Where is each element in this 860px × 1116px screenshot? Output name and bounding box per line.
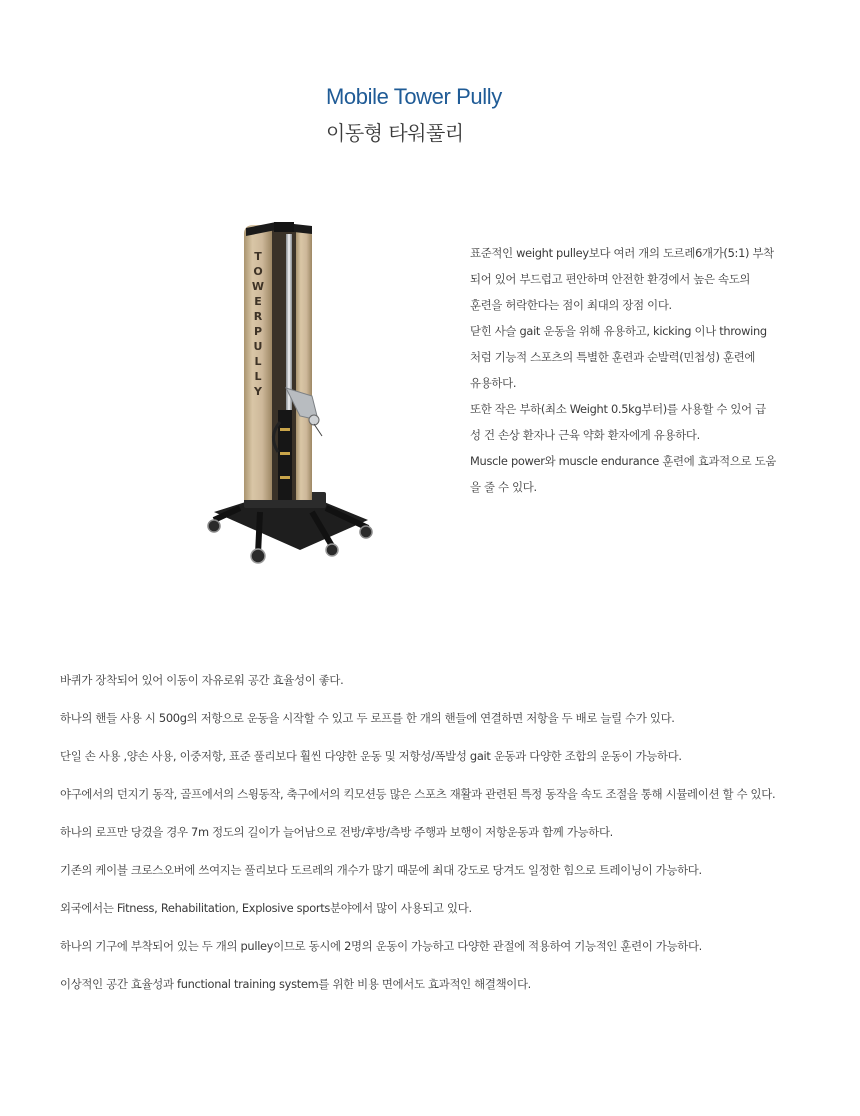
intro-line: 성 건 손상 환자나 근육 약화 환자에게 유용하다. (470, 428, 700, 442)
feature-item: 하나의 기구에 부착되어 있는 두 개의 pulley이므로 동시에 2명의 운동이 가능하고 다양한 관절에 적용하여 기능적인 훈련이 가능하다. (60, 939, 703, 953)
svg-text:R: R (253, 310, 263, 323)
feature-item: 이상적인 공간 효율성과 functional training system를 위한 비용 면에서도 효과적인 해결책이다. (60, 977, 532, 991)
feature-item: 외국에서는 Fitness, Rehabilitation, Explosive sports분야에서 많이 사용되고 있다. (60, 901, 472, 915)
feature-list (60, 672, 810, 1014)
intro-line: 유용하다. (470, 376, 517, 390)
svg-text:E: E (254, 295, 262, 308)
feature-item: 바퀴가 장착되어 있어 이동이 자유로워 공간 효율성이 좋다. (60, 673, 344, 687)
intro-line: 훈련을 허락한다는 점이 최대의 장점 이다. (470, 298, 672, 312)
wheel-icon (360, 526, 372, 538)
intro-line: Muscle power와 muscle endurance 훈련에 효과적으로 도움 (470, 454, 777, 468)
svg-text:U: U (253, 340, 263, 353)
svg-text:Y: Y (254, 385, 262, 398)
intro-line: 처럼 기능적 스포츠의 특별한 훈련과 순발력(민첩성) 훈련에 (470, 350, 756, 364)
feature-item: 하나의 로프만 당겼을 경우 7m 정도의 길이가 늘어남으로 전방/후방/측방 주행과 보행이 저항운동과 함께 가능하다. (60, 825, 613, 839)
wheel-icon (208, 520, 220, 532)
svg-text:P: P (253, 325, 263, 338)
page-title-korean: 이동형 타워풀리 (326, 121, 464, 145)
pulley-wheel-icon (309, 415, 319, 425)
svg-text:L: L (254, 355, 262, 368)
svg-text:L: L (254, 370, 262, 383)
page-title-english: Mobile Tower Pully (326, 84, 502, 109)
feature-item: 하나의 핸들 사용 시 500g의 저항으로 운동을 시작할 수 있고 두 로프를 한 개의 핸들에 연결하면 저항을 두 배로 늘릴 수가 있다. (60, 711, 675, 725)
intro-line: 을 줄 수 있다. (470, 480, 537, 494)
svg-text:T: T (254, 250, 262, 263)
feature-item: 기존의 케이블 크로스오버에 쓰여지는 풀리보다 도르레의 개수가 많기 때문에 최대 강도로 당겨도 일정한 힘으로 트레이닝이 가능하다. (60, 863, 702, 877)
wheel-icon (326, 544, 338, 556)
svg-text:W: W (251, 280, 265, 293)
wheel-icon (251, 549, 265, 563)
intro-line: 되어 있어 부드럽고 편안하며 안전한 환경에서 높은 속도의 (470, 272, 751, 286)
product-image-tower-pully (200, 220, 380, 572)
intro-line: 표준적인 weight pulley보다 여러 개의 도르레6개가(5:1) 부착 (470, 246, 774, 260)
feature-item: 단일 손 사용 ,양손 사용, 이중저항, 표준 풀리보다 훨씬 다양한 운동 및 저항성/폭발성 gait 운동과 다양한 조합의 운동이 가능하다. (60, 749, 682, 763)
intro-line: 닫힌 사슬 gait 운동을 위해 유용하고, kicking 이나 throwing (470, 324, 767, 338)
feature-item: 야구에서의 던지기 동작, 골프에서의 스윙동작, 축구에서의 킥모션등 많은 스포츠 재활과 관련된 특정 동작을 속도 조절을 통해 시뮬레이션 할 수 있다. (60, 787, 776, 801)
svg-text:O: O (253, 265, 263, 278)
intro-line: 또한 작은 부하(최소 Weight 0.5kg부터)를 사용할 수 있어 급 (470, 402, 766, 416)
intro-description (470, 240, 810, 500)
